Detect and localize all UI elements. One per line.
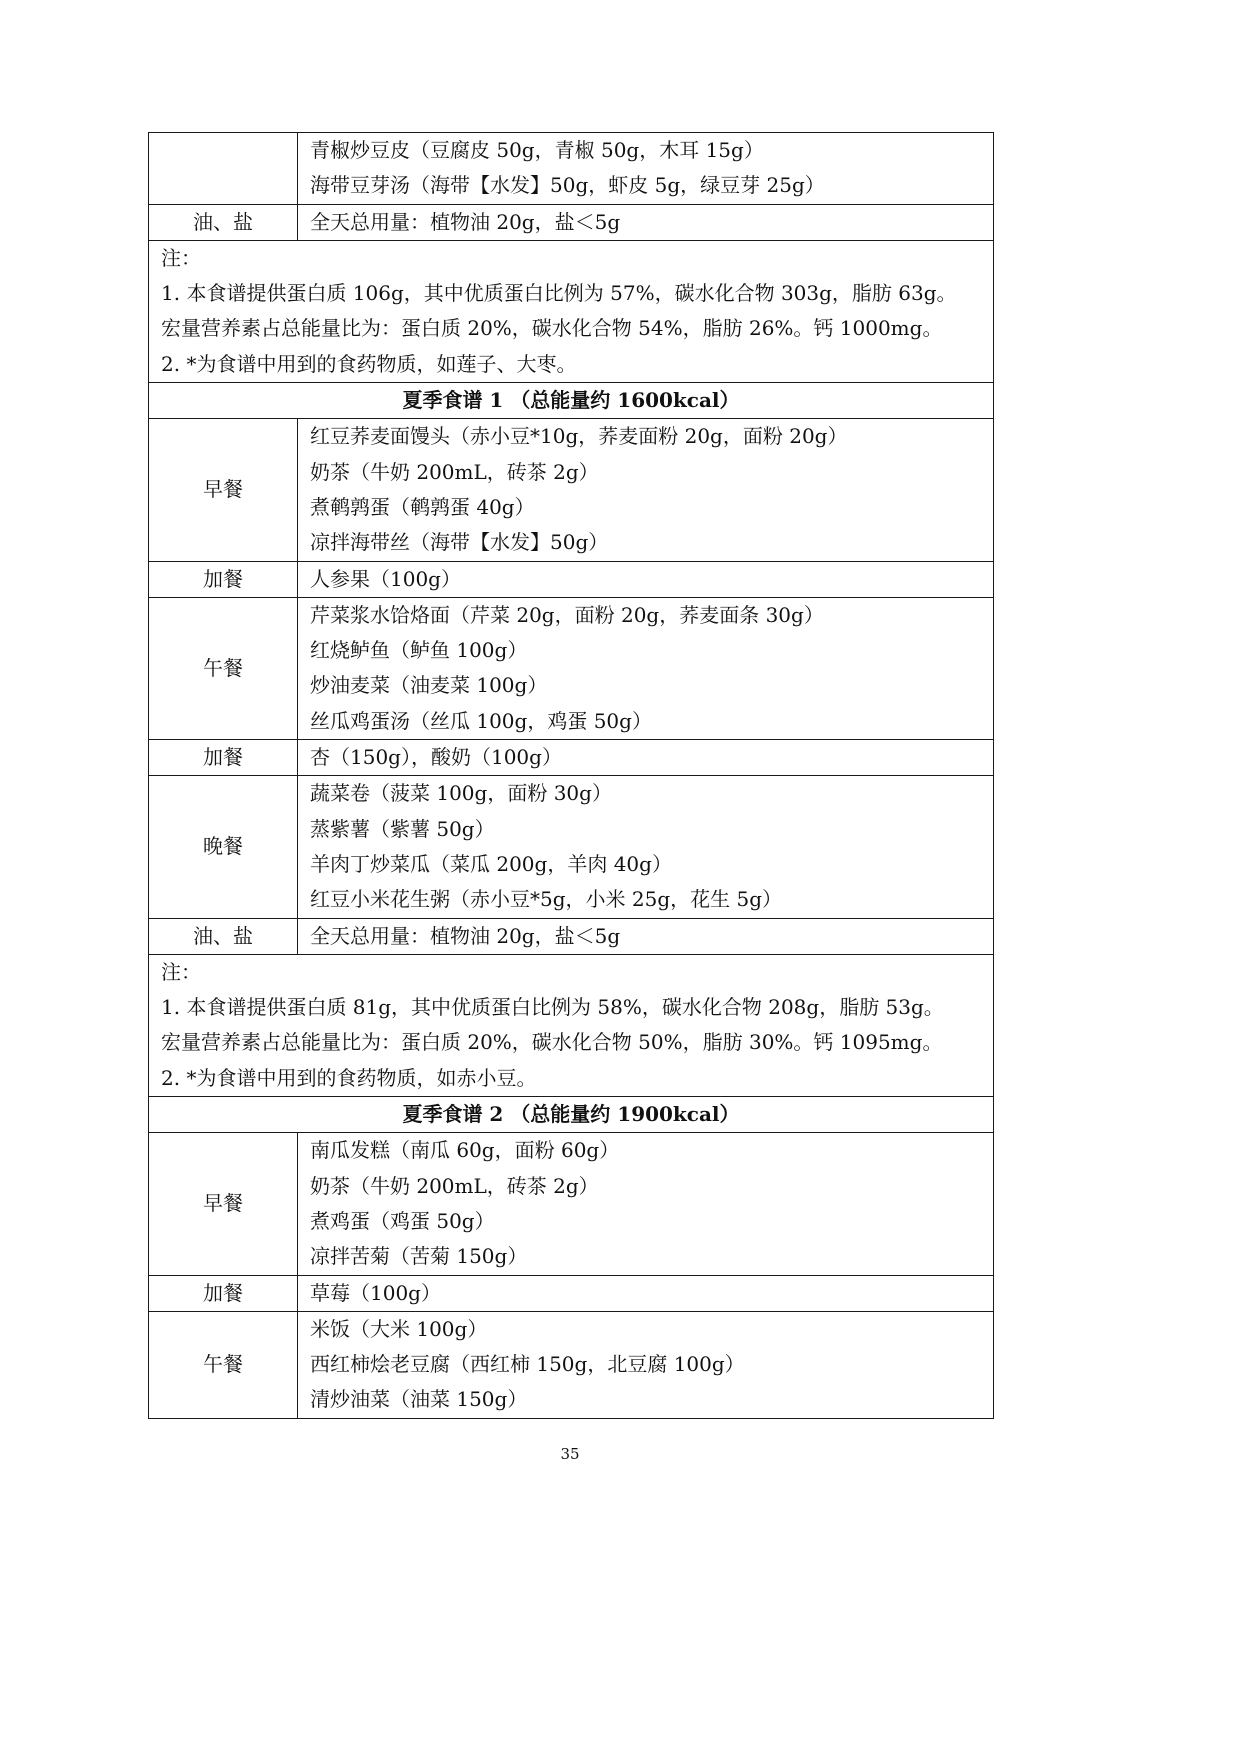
table-row (149, 597, 994, 739)
dish-list-cell (298, 918, 994, 954)
dish-item: 南瓜发糕（南瓜 60g，面粉 60g） (310, 1138, 620, 1163)
note-line: 2. *为食谱中用到的食药物质，如赤小豆。 (161, 1065, 537, 1090)
page-number: 35 (560, 1445, 580, 1463)
note-title: 注： (161, 959, 201, 984)
dish-item: 奶茶（牛奶 200mL，砖茶 2g） (310, 459, 599, 484)
dish-item: 青椒炒豆皮（豆腐皮 50g，青椒 50g，木耳 15g） (310, 138, 764, 162)
meal-label: 午餐 (203, 1352, 243, 1377)
meal-label: 加餐 (203, 566, 243, 591)
dish-item: 红烧鲈鱼（鲈鱼 100g） (310, 638, 528, 663)
dish-list-cell (298, 419, 994, 561)
note-line: 2. *为食谱中用到的食药物质，如莲子、大枣。 (161, 351, 577, 376)
dish-item: 奶茶（牛奶 200mL，砖茶 2g） (310, 1173, 599, 1198)
table-row (149, 419, 994, 561)
dish-list-cell (298, 1311, 994, 1418)
menu-title: 夏季食谱 2 （总能量约 1900kcal） (402, 1102, 740, 1127)
meal-label: 早餐 (203, 477, 243, 502)
note-cell (149, 954, 994, 1096)
dish-list-cell (298, 776, 994, 918)
table-row (149, 918, 994, 954)
table-row (149, 1275, 994, 1311)
note-line: 1. 本食谱提供蛋白质 106g，其中优质蛋白比例为 57%，碳水化合物 303g，脂肪 63g。 (161, 281, 957, 306)
dish-list-cell (298, 1275, 994, 1311)
dish-item: 凉拌苦菊（苦菊 150g） (310, 1244, 528, 1269)
dish-item: 人参果（100g） (310, 566, 461, 591)
dish-item: 清炒油菜（油菜 150g） (310, 1387, 528, 1412)
table-row (149, 204, 994, 240)
meal-label-cell (149, 1275, 298, 1311)
dish-item: 羊肉丁炒菜瓜（菜瓜 200g，羊肉 40g） (310, 851, 672, 876)
note-title: 注： (161, 245, 201, 270)
table-row (149, 1097, 994, 1133)
meal-label: 加餐 (203, 1280, 243, 1305)
meal-label-cell (149, 419, 298, 561)
table-row (149, 740, 994, 776)
meal-label-cell (149, 776, 298, 918)
dish-list-cell (298, 561, 994, 597)
meal-label-cell (149, 1311, 298, 1418)
meal-label-cell (149, 561, 298, 597)
dish-item: 煮鸡蛋（鸡蛋 50g） (310, 1208, 495, 1233)
dish-list-cell (298, 740, 994, 776)
meal-label: 早餐 (203, 1191, 243, 1216)
note-line: 1. 本食谱提供蛋白质 81g，其中优质蛋白比例为 58%，碳水化合物 208g，脂肪 53g。 (161, 995, 944, 1020)
table-row (149, 1311, 994, 1418)
dish-item: 杏（150g），酸奶（100g） (310, 745, 562, 770)
dish-item: 丝瓜鸡蛋汤（丝瓜 100g，鸡蛋 50g） (310, 708, 652, 733)
table-row (149, 133, 994, 205)
oil-salt-text: 全天总用量：植物油 20g，盐＜5g (310, 209, 621, 234)
table-row (149, 240, 994, 382)
oil-salt-label: 油、盐 (193, 209, 253, 234)
dish-item: 红豆荞麦面馒头（赤小豆*10g，荞麦面粉 20g，面粉 20g） (310, 424, 848, 449)
dish-item: 蔬菜卷（菠菜 100g，面粉 30g） (310, 781, 612, 806)
dish-item: 芹菜浆水饸烙面（芹菜 20g，面粉 20g，荞麦面条 30g） (310, 602, 824, 627)
dish-item: 草莓（100g） (310, 1280, 441, 1305)
dish-list-cell (298, 597, 994, 739)
meal-label-cell (149, 133, 298, 205)
table-row (149, 954, 994, 1096)
meal-label: 加餐 (203, 745, 243, 770)
menu-heading-cell (149, 1097, 994, 1133)
table-row (149, 776, 994, 918)
dish-item: 蒸紫薯（紫薯 50g） (310, 816, 495, 841)
dish-list-cell (298, 133, 994, 205)
menu-title: 夏季食谱 1 （总能量约 1600kcal） (402, 388, 740, 413)
meal-label-cell (149, 597, 298, 739)
dish-list-cell (298, 1133, 994, 1275)
oil-salt-text: 全天总用量：植物油 20g，盐＜5g (310, 923, 621, 948)
meal-label-cell (149, 1133, 298, 1275)
dish-item: 煮鹌鹑蛋（鹌鹑蛋 40g） (310, 494, 535, 519)
meal-label-cell (149, 918, 298, 954)
table-row (149, 383, 994, 419)
table-row (149, 561, 994, 597)
dish-item: 米饭（大米 100g） (310, 1316, 488, 1341)
note-cell (149, 240, 994, 382)
dish-item: 西红柿烩老豆腐（西红柿 150g，北豆腐 100g） (310, 1352, 745, 1377)
meal-label: 午餐 (203, 655, 243, 680)
meal-label-cell (149, 204, 298, 240)
table-row (149, 1133, 994, 1275)
oil-salt-label: 油、盐 (193, 923, 253, 948)
note-line: 宏量营养素占总能量比为：蛋白质 20%，碳水化合物 54%，脂肪 26%。钙 1000mg。 (161, 316, 943, 341)
menu-heading-cell (149, 383, 994, 419)
meal-label: 晚餐 (203, 834, 243, 859)
note-line: 宏量营养素占总能量比为：蛋白质 20%，碳水化合物 50%，脂肪 30%。钙 1095mg。 (161, 1030, 943, 1055)
dish-item: 炒油麦菜（油麦菜 100g） (310, 673, 548, 698)
meal-label-cell (149, 740, 298, 776)
dish-list-cell (298, 204, 994, 240)
dish-item: 红豆小米花生粥（赤小豆*5g，小米 25g，花生 5g） (310, 887, 783, 912)
dish-item: 海带豆芽汤（海带【水发】50g，虾皮 5g，绿豆芽 25g） (310, 173, 825, 198)
menu-table (148, 132, 994, 1419)
dish-item: 凉拌海带丝（海带【水发】50g） (310, 530, 609, 555)
